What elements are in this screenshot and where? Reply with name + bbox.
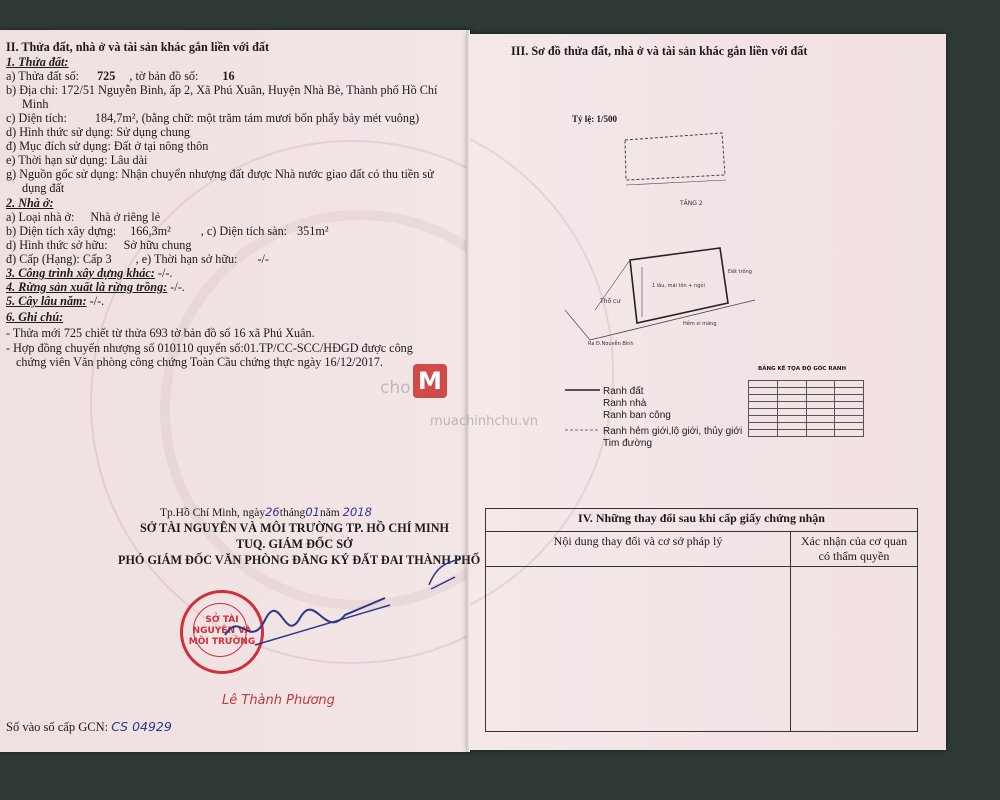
changes-table: [485, 508, 918, 732]
section-iii-heading: III. Sơ đồ thửa đất, nhà ở và tài sản khác gắn liền với đất: [511, 44, 808, 58]
legend-item: Ranh đất: [603, 386, 644, 397]
changes-column-header: Nội dung thay đổi và cơ sở pháp lý: [486, 532, 791, 567]
svg-text:Ra Đ.Nguyễn Bình: Ra Đ.Nguyễn Bình: [588, 341, 634, 345]
issue-date: Tp.Hồ Chí Minh, ngày26tháng01năm 2018: [160, 505, 372, 519]
authorization-line: TUQ. GIÁM ĐỐC SỞ: [236, 537, 353, 551]
svg-text:Hẻm xi măng: Hẻm xi măng: [683, 321, 717, 327]
term-row: e) Thời hạn sử dụng: Lâu dài: [6, 153, 148, 167]
issuing-department: SỞ TÀI NGUYÊN VÀ MÔI TRƯỜNG TP. HỒ CHÍ MINH: [140, 521, 450, 535]
area-row: c) Diện tích: 184,7m², (bằng chữ: một trăm tám mươi bốn phẩy bảy mét vuông): [6, 111, 420, 125]
scale-label: Tỷ lệ: 1/500: [572, 114, 617, 124]
parcel-title: 1. Thửa đất:: [6, 55, 69, 69]
legend-item: Ranh ban công: [603, 410, 671, 421]
origin-row-2: dụng đất: [22, 181, 65, 195]
note-1: - Thửa mới 725 chiết từ thửa 693 tờ bản đồ số 16 xã Phú Xuân.: [6, 326, 315, 340]
approval-cell: [791, 567, 918, 732]
address-line-2: Minh: [22, 97, 49, 111]
other-works-row: 3. Công trình xây dựng khác: -/-.: [6, 266, 173, 280]
note-2: - Hợp đồng chuyển nhượng số 010110 quyển số:01.TP/CC-SCC/HĐGD được công: [6, 341, 413, 355]
notes-title: 6. Ghi chú:: [6, 310, 64, 324]
svg-text:Đất trống: Đất trống: [728, 269, 752, 275]
origin-row: g) Nguồn gốc sử dụng: Nhận chuyển nhượng đất được Nhà nước giao đất có thu tiền sử: [6, 167, 434, 181]
signer-name: Lê Thành Phương: [222, 693, 335, 708]
note-2-cont: chứng viên Văn phòng công chứng Toàn Cầu chứng thực ngày 16/12/2017.: [16, 355, 383, 369]
forest-row: 4. Rừng sản xuất là rừng trồng: -/-.: [6, 280, 185, 294]
legend-lines: [565, 386, 605, 446]
red-seal-stamp: SỞ TÀI NGUYÊN VÀ MÔI TRƯỜNG: [180, 590, 264, 674]
parcel-diagram: [560, 125, 780, 345]
svg-text:Thổ cư: Thổ cư: [600, 298, 621, 305]
watermark-logo: M: [413, 364, 447, 398]
page-fold: [466, 30, 470, 752]
approval-column-header: Xác nhận của cơ quan có thẩm quyền: [791, 532, 918, 567]
gcn-register-row: Số vào sổ cấp GCN: CS 04929: [6, 719, 172, 734]
house-type-row: a) Loại nhà ở: Nhà ở riêng lẻ: [6, 210, 161, 224]
coordinate-table: [748, 380, 864, 437]
usage-form-row: d) Hình thức sử dụng: Sử dụng chung: [6, 125, 191, 139]
section-iv-heading: IV. Những thay đổi sau khi cấp giấy chứng nhận: [486, 509, 918, 532]
grade-row: đ) Cấp (Hạng): Cấp 3 , e) Thời hạn sở hữu: -/-: [6, 252, 269, 266]
watermark-site: muachinhchu.vn: [430, 414, 539, 429]
changes-cell: [486, 567, 791, 732]
perennial-row: 5. Cây lâu năm: -/-.: [6, 294, 105, 308]
signature: [215, 590, 395, 660]
ownership-row: d) Hình thức sở hữu: Sở hữu chung: [6, 238, 192, 252]
coordinate-table-title: BẢNG KÊ TỌA ĐỘ GÓC RANH: [758, 366, 847, 372]
parcel-number-row: a) Thửa đất số: 725 , tờ bản đồ số: 16: [6, 69, 235, 83]
address-line: b) Địa chỉ: 172/51 Nguyễn Bình, ấp 2, Xã Phú Xuân, Huyện Nhà Bè, Thành phố Hồ Chí: [6, 83, 438, 97]
house-area-row: b) Diện tích xây dựng: 166,3m² , c) Diện tích sàn: 351m²: [6, 224, 329, 238]
svg-text:TẦNG 2: TẦNG 2: [680, 200, 703, 207]
legend-item: Tim đường: [603, 438, 653, 449]
house-title: 2. Nhà ở:: [6, 196, 54, 210]
legend-item: Ranh nhà: [603, 398, 647, 409]
watermark-brand: cho: [380, 378, 411, 398]
legend-item: Ranh hẻm giới,lộ giới, thủy giới: [603, 426, 743, 437]
initials-mark: [425, 555, 465, 595]
section-ii-heading: II. Thửa đất, nhà ở và tài sản khác gắn liền với đất: [6, 40, 270, 54]
purpose-row: đ) Mục đích sử dụng: Đất ở tại nông thôn: [6, 139, 209, 153]
signer-position: PHÓ GIÁM ĐỐC VĂN PHÒNG ĐĂNG KÝ ĐẤT ĐAI THÀNH PHỐ: [118, 553, 481, 567]
svg-text:1 lầu, mái tôn + ngói: 1 lầu, mái tôn + ngói: [652, 283, 705, 289]
